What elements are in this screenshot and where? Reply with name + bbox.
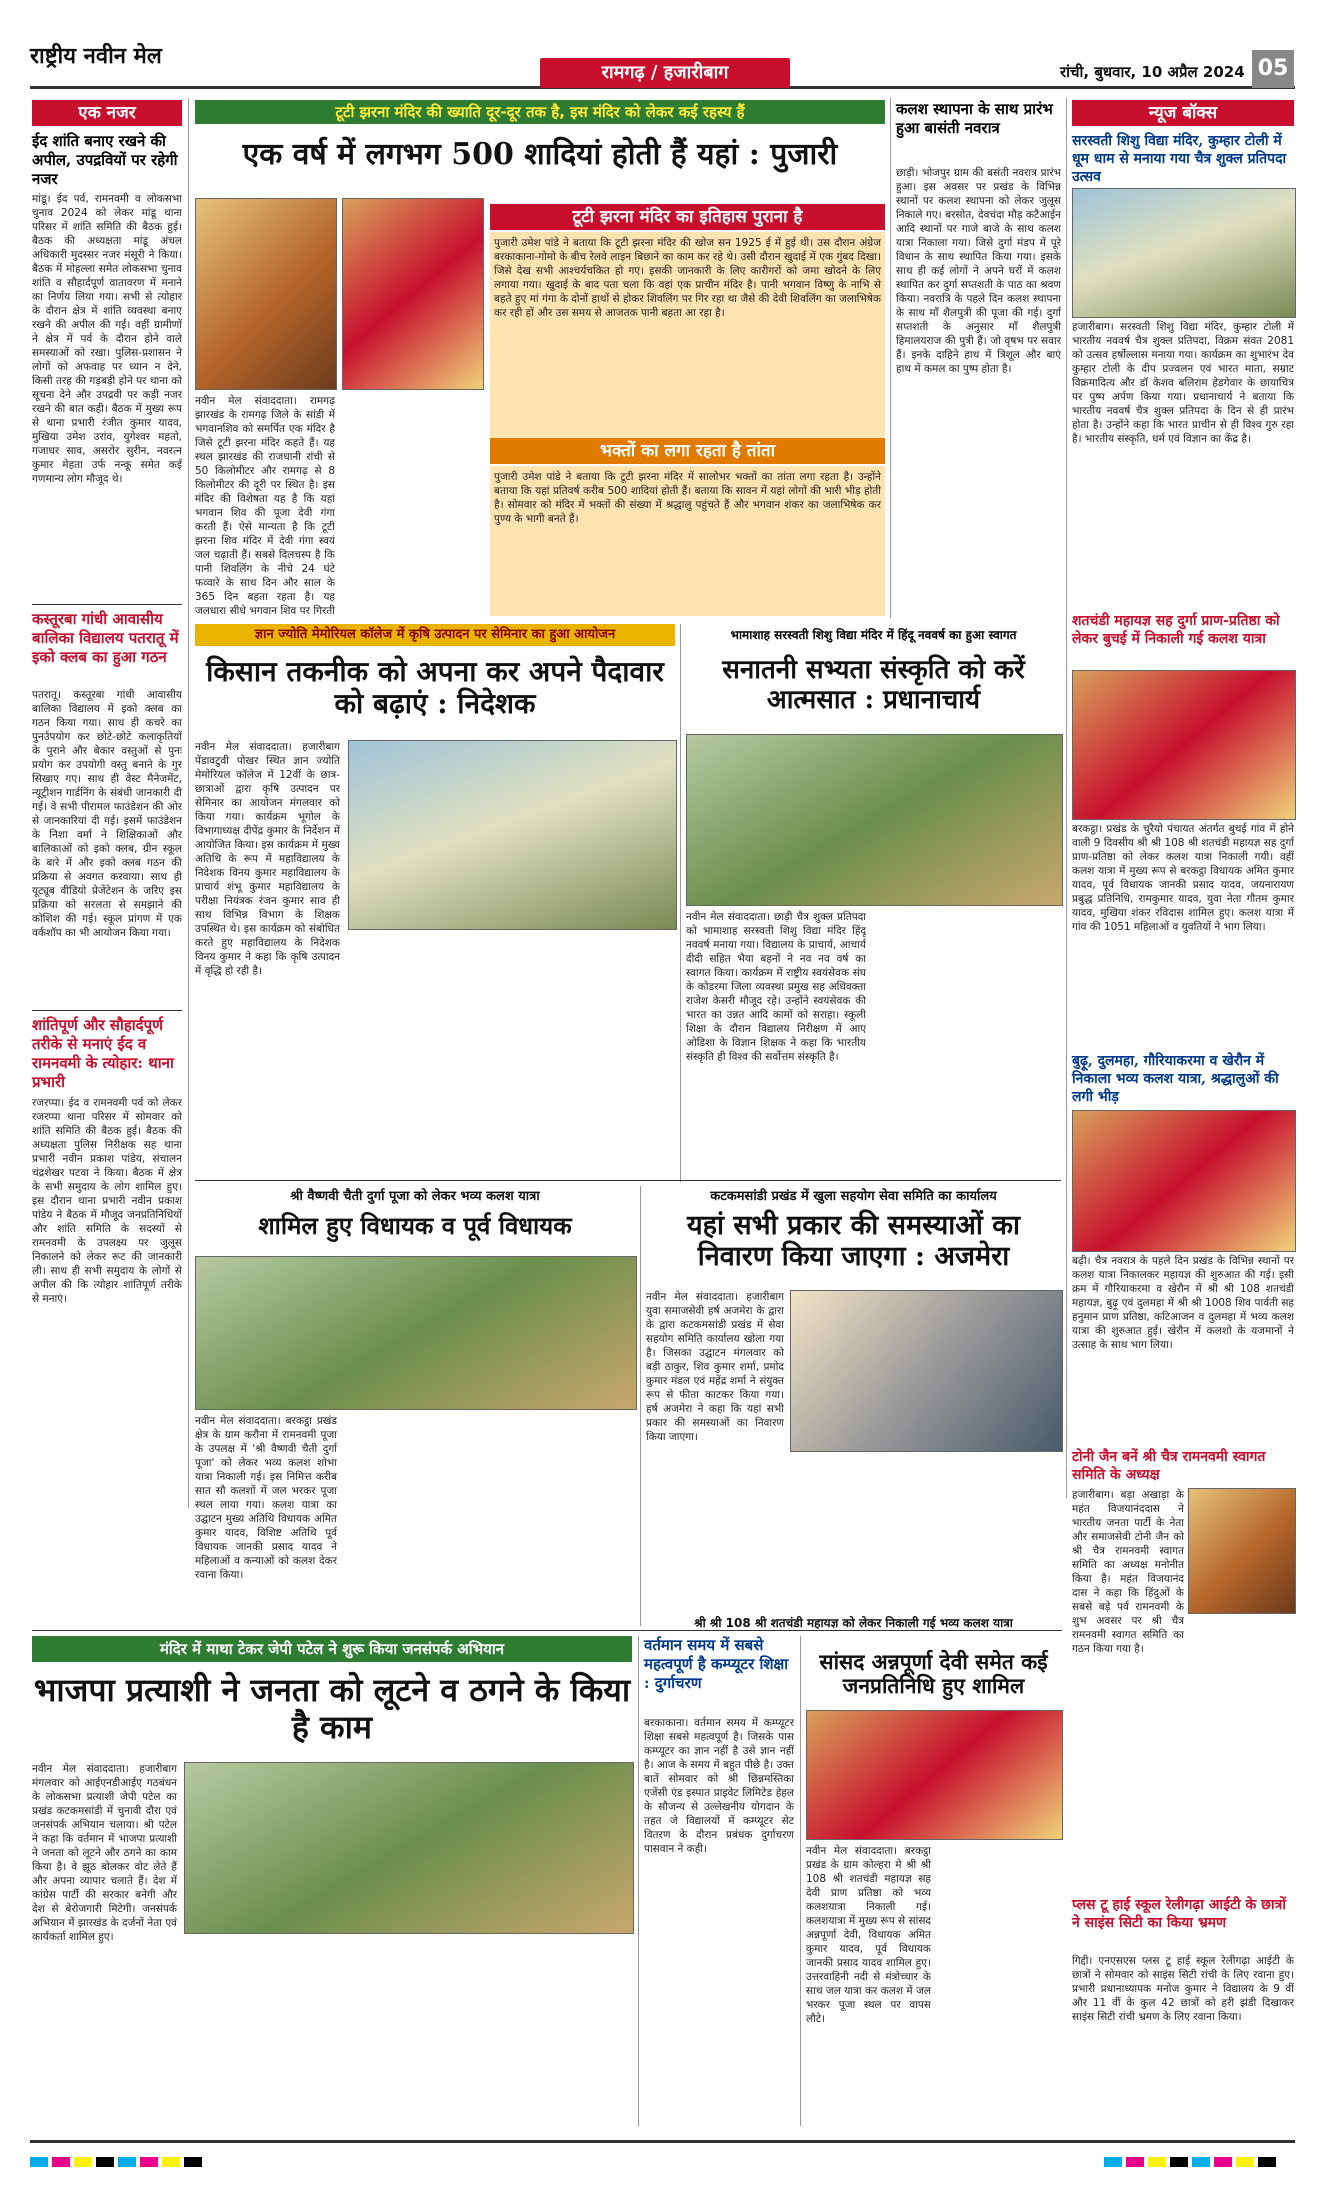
news-box-story4-text: हजारीबाग। बड़ा अखाड़ा के महंत विजयानंददास ने भारतीय जनता पार्टी के नेता और समाजसेवी टोनी जैन को श्री चैत्र रामनवमी स्वागत समिति का अध्यक्ष मनोनीत किया है। महंत विजयानंद दास ने कहा कि हिंदुओं के सबसे बड़े पर्व रामनवमी के शुभ अवसर पर श्री चैत्र रामनवमी स्वागत समिति का गठन किया गया है। <box>1072 1489 1184 1655</box>
bjp-text-cont3 <box>488 1938 632 2126</box>
sanatan-headline: सनातनी सभ्यता संस्कृति को करें आत्मसात : प्रधानाचार्य <box>722 655 1025 715</box>
left-story1-title: ईद शांति बनाए रखने की अपील, उपद्रवियों पर रहेगी नजर <box>32 132 178 188</box>
footer-rule <box>30 2140 1295 2143</box>
left-story3-text: रजरप्पा। ईद व रामनवमी पर्व को लेकर रजरप्पा थाना परिसर में सोमवार को शांति समिति की बैठक हुई। बैठक की अध्यक्षता पुलिस निरीक्षक सह थाना प्रभारी नवीन प्रकाश पांडेय, संचालन चंद्रशेखर पटवा ने किया। बैठक में क्षेत्र के सभी समुदाय के लोग शामिल हुए। इस दौरान थाना प्रभारी नवीन प्रकाश पांडेय ने बैठक में मौजूद जनप्रतिनिधियों और शांति समिति के सदस्यों से रामनवमी के उपलक्ष्य पर जुलूस निकालने को लेकर रूट की जानकारी ली। साथ ही सभी समुदाय के लोगों से अपील की कि त्योहार शांतिपूर्ण तरीके से मनाएं। <box>32 1097 182 1305</box>
color-registration-bar-right <box>880 2152 1280 2164</box>
school-event-photo <box>1072 188 1296 318</box>
news-box-story3-title: बुढ़ू, दुलमहा, गौरियाकरमा व खेरौन में निकाला भव्य कलश यात्रा, श्रद्धालुओं की लगी भीड़ <box>1072 1053 1279 1105</box>
left-story2-text: पतरातू। कस्तूरबा गांधी आवासीय बालिका विद्यालय में इको क्लब का गठन किया गया। साथ ही कचरे का पुनर्उपयोग कर छोटे-छोटे कलाकृतियों के पुराने और बेकार वस्तुओं से पुनः प्रयोग कर उपयोगी वस्तु बनाने के गुर सिखाए गए। साथ ही वेस्ट मैनेजमेंट, न्यूट्रीशन गार्डनिंग के संबंधी जानकारी दी गई। वे सभी पीरामल फाउंडेशन की ओर से जानकारियां दी गई। इसमें फाउंडेशन के निशा वर्मा ने शिक्षिकाओं और बालिकाओं को इको क्लब, ग्रीन स्कूल के बारे में और इको क्लब गठन की प्रक्रिया से अवगत करवाया। साथ ही यूट्यूब वीडियो प्रेजेंटेशन के जरिए इस प्रक्रिया को सरलता से समझाने की कोशिश की गई। स्कूल प्रांगण में एक वर्कशॉप का भी आयोजन किया गया। <box>32 689 182 939</box>
registration-swatch <box>1126 2157 1144 2167</box>
registration-swatch <box>1148 2157 1166 2167</box>
history-box-text: पुजारी उमेश पांडे ने बताया कि टूटी झरना मंदिर की खोज सन 1925 ई में हुई थी। उस दौरान अंग्रेज बरकाकाना-गोमो के बीच रेलवे लाइन बिछाने का काम कर रहे थे। उसी दौरान खुदाई में एक गुंबद दिखा। जिसे देख सभी आश्चर्यचकित हो गए। इसकी जानकारी के लिए कारीगरों को जमा खोदने के लिए लगाया गया। खुदाई के बाद पता चला कि वहां एक प्राचीन मंदिर है। पानी भगवान विष्णु के नाभि से बहते हुए मां गंगा के दोनों हाथों से होकर शिवलिंग पर गिर रहा था जैसे की देवी शिवलिंग का जलाभिषेक कर रही हों और उस समय से आजतक पानी बहता आ रहा है। <box>490 232 885 438</box>
sanatan-text-cont <box>874 910 1061 1176</box>
column-rule <box>1066 98 1067 1498</box>
registration-swatch <box>1258 2157 1276 2167</box>
history-box-title: टूटी झरना मंदिर का इतिहास पुराना है <box>490 204 885 230</box>
column-rule <box>890 98 891 618</box>
krishi-headline: किसान तकनीक को अपना कर अपने पैदावार को बढ़ाएं : निदेशक <box>206 655 664 721</box>
school-students-photo <box>686 734 1063 906</box>
bjp-strip: मंदिर में माथा टेकर जेपी पटेल ने शुरू किया जनसंपर्क अभियान <box>32 1636 632 1662</box>
column-rule <box>800 1636 801 2126</box>
vidhayak-caption: श्री वैष्णवी चैती दुर्गा पूजा को लेकर भव्य कलश यात्रा <box>290 1189 540 1204</box>
column-rule <box>680 624 681 1182</box>
news-box-story5-text: गिद्दी। एनएसएस प्लस टू हाई स्कूल रेलीगढ़ा आईटी के छात्रों ने सोमवार को साइंस सिटी रांची के लिए रवाना हुए। प्रभारी प्रधानाध्यापक मनोज कुमार ने विद्यालय के 9 वीं और 11 वीं के कुल 42 छात्रों को हरी झंडी दिखाकर साइंस सिटी रांची भ्रमण के लिए रवाना किया। <box>1072 1955 1294 2023</box>
left-story3-title: शांतिपूर्ण और सौहार्दपूर्ण तरीके से मनाएं ईद व रामनवमी के त्योहार: थाना प्रभारी <box>32 1016 174 1091</box>
ek-nazar-label: एक नजर <box>32 100 182 126</box>
tony-jain-photo <box>1188 1488 1296 1614</box>
crowd-kalash-photo <box>1072 1110 1296 1252</box>
column-rule <box>188 98 189 1508</box>
section-label: रामगढ़ / हजारीबाग <box>540 58 790 88</box>
registration-swatch <box>118 2157 136 2167</box>
annapurna-text: नवीन मेल संवाददाता। बरकट्ठा प्रखंड के ग्राम कोल्हरा मे श्री श्री 108 श्री शतचंडी महायज्ञ सह देवी प्राण प्रतिष्ठा को भव्य कलशयात्रा निकाली गई। कलशयात्रा में मुख्य रूप से सांसद अन्नपूर्णा देवी, विधायक अमित कुमार यादव, पूर्व विधायक जानकी प्रसाद यादव शामिल हुए। उत्तरवाहिनी नदी से मंत्रोच्चार के साथ जल यात्रा कर कलश में जल भरकर पूजा स्थल पर वापस लौटे। <box>806 1845 931 2025</box>
krishi-text-cont <box>348 934 506 1176</box>
sanatan-strip: भामाशाह सरस्वती शिशु विद्या मंदिर में हिंदू नववर्ष का हुआ स्वागत <box>686 624 1061 646</box>
dateline: रांची, बुधवार, 10 अप्रैल 2024 <box>1060 63 1245 81</box>
bjp-text-cont2 <box>336 1938 481 2126</box>
krishi-strip: ज्ञान ज्योति मेमोरियल कॉलेज में कृषि उत्पादन पर सेमिनार का हुआ आयोजन <box>195 624 675 646</box>
kalash-title: कलश स्थापना के साथ प्रारंभ हुआ बासंती नवरात्र <box>896 100 1053 137</box>
annapurna-photo <box>806 1710 1063 1840</box>
bjp-text: नवीन मेल संवाददाता। हजारीबाग मंगलवार को आईएनडीआईए गठबंधन के लोकसभा प्रत्याशी जेपी पटेल का प्रखंड कटकमसांडी में चुनावी दौरा एवं जनसंपर्क अभियान चलाया। श्री पटेल ने कहा कि वर्तमान में भाजपा प्रत्याशी ने जनता को लूटने और ठगने का काम किया है। वे झूठ बोलकर वोट लेते हैं और अपना व्यापार चलाते हैं। देश में कांग्रेस पार्टी की सरकार बनेगी और देश से बेरोजगारी मिटेगी। जनसंपर्क अभियान में झारखंड के दर्जनों नेता एवं कार्यकर्ता शामिल हुए। <box>32 1763 177 1943</box>
vidhayak-text-cont2 <box>491 1414 635 1624</box>
vidhayak-text: नवीन मेल संवाददाता। बरकट्ठा प्रखंड क्षेत्र के ग्राम करौना में रामनवमी पूजा के उपलक्ष में 'श्री वैष्णवी चैती दुर्गा पूजा' को लेकर भव्य कलश शोभा यात्रा निकाली गई। इस निमित्त करीब सात सौ कलशों में जल भरकर पूजा स्थल लाया गया। कलश यात्रा का उद्घाटन मुख्य अतिथि विधायक अमित कुमार यादव, विशिष्ट अतिथि पूर्व विधायक जानकी प्रसाद यादव ने महिलाओं व कन्याओं को कलश देकर रवाना किया। <box>195 1415 337 1581</box>
devotees-box-text: पुजारी उमेश पांडे ने बताया कि टूटी झरना मंदिर में सालोभर भक्तों का तांता लगा रहता है। उन्होंने बताया कि यहां प्रतिवर्ष करीब 500 शादियां होती हैं। बताया कि सावन में यहां लोगों की भारी भीड़ होती है। सोमवार को मंदिर में भक्तों की संख्या में श्रद्धालु पहुंचते हैं और भगवान शंकर का जलाभिषेक कर पुण्य के भागी बनते हैं। <box>490 466 885 616</box>
ajmera-strip: कटकमसांडी प्रखंड में खुला सहयोग सेवा समिति का कार्यालय <box>710 1189 997 1204</box>
temple-photo <box>342 198 484 390</box>
color-registration-bar <box>30 2152 430 2164</box>
registration-swatch <box>96 2157 114 2167</box>
registration-swatch <box>1214 2157 1232 2167</box>
divider <box>32 1010 182 1011</box>
ajmera-text: नवीन मेल संवाददाता। हजारीबाग युवा समाजसेवी हर्ष अजमेरा के द्वारा के द्वारा कटकमसांडी प्रखंड में सेवा सहयोग समिति कार्यालय खोला गया है। जिसका उद्घाटन मंगलवार को बड़ी ठाकुर, शिव कुमार शर्मा, प्रमोद कुमार मंडल एवं महेंद्र शर्मा ने संयुक्त रूप से फीता काटकर किया गया। हर्ष अजमेरा ने कहा कि यहां सभी प्रकार की समस्याओं का निवारण किया जाएगा। <box>646 1291 784 1443</box>
registration-swatch <box>52 2157 70 2167</box>
registration-swatch <box>74 2157 92 2167</box>
sanatan-text: नवीन मेल संवाददाता। छाड़ी चैत्र शुक्ल प्रतिपदा को भामाशाह सरस्वती शिशु विद्या मंदिर हिंदू नववर्ष मनाया गया। विद्यालय के प्राचार्य, आचार्य दीदी सहित भैया बहनों ने नव नव वर्ष का स्वागत किया। कार्यक्रम में राष्ट्रीय स्वयंसेवक संघ के कोडरमा जिला व्यवस्था प्रमुख सह अधिवक्ता राजेश केसरी मौजूद रहे। उन्होंने स्वयंसेवक की भारत का उन्नत आदि कामों को सराहा। स्कूली शिक्षा के दौरान विद्यालय निरीक्षण में आए ओडिशा के विज्ञान शिक्षक ने कहा कि भारतीय संस्कृति ही विश्व की सर्वोत्तम संस्कृति है। <box>686 911 866 1063</box>
ajmera-text-cont <box>790 1456 921 1608</box>
top-story-body: नवीन मेल संवाददाता। रामगढ़ झारखंड के रामगढ़ जिले के सांडी में भगवानशिव को समर्पित एक मंदिर है जिसे टूटी झरना मंदिर कहते हैं। यह स्थल झारखंड की राजधानी रांची से 50 किलोमीटर और रामगढ़ से 8 किलोमीटर की दूरी पर स्थित है। इस मंदिर की विशेषता यह है कि यहां भगवान शिव की पूजा देवी गंगा करती हैं। ऐसे मान्यता है कि टूटी झरना शिव मंदिर में देवी गंगा स्वयं जल चढ़ाती हैं। सबसे दिलचस्प है कि पानी शिवलिंग के नीचे 24 घंटे फव्वारे के साथ दिन और साल के 365 दिन बहता रहता है। यह जलधारा सीधे भगवान शिव पर गिरती <box>195 395 335 616</box>
column-rule <box>640 1186 641 1626</box>
seminar-photo <box>348 740 677 930</box>
bjp-text-cont <box>184 1938 329 2126</box>
shatchandi-caption: श्री श्री 108 श्री शतचंडी महायज्ञ को लेकर निकाली गई भव्य कलश यात्रा <box>694 1616 1013 1630</box>
news-box-story2-text: बरकट्ठा। प्रखंड के चुरैयो पंचायत अंतर्गत बुचई गांव में होने वाली 9 दिवसीय श्री श्री 108 श्री शतचंडी महायज्ञ सह दुर्गा प्राण-प्रतिष्ठा को लेकर कलश यात्रा निकाली गयी। वहीं कलश यात्रा में मुख्य रूप से बरकट्ठा विधायक अमित कुमार यादव, पूर्व विधायक जानकी प्रसाद यादव, जयनारायण प्रबुद्ध प्रतिनिधि, रामकुमार यादव, युवा नेता गौतम कुमार यादव, मुखिया शंकर रविदास शामिल हुए। कलश यात्रा में गांव की 1051 महिलाओं व युवतियों ने भाग लिया। <box>1072 823 1294 933</box>
news-box-story5-title: प्लस टू हाई स्कूल रेलीगढ़ा आईटी के छात्रों ने साइंस सिटी का किया भ्रमण <box>1072 1897 1286 1931</box>
priest-photo <box>195 198 337 390</box>
office-inauguration-photo <box>790 1290 1063 1452</box>
top-story-body-cont <box>342 394 482 616</box>
left-story2-title: कस्तूरबा गांधी आवासीय बालिका विद्यालय पतरातू में इको क्लब का हुआ गठन <box>32 610 179 666</box>
masthead: राष्ट्रीय नवीन मेल <box>30 43 162 69</box>
vidhayak-text-cont <box>343 1414 485 1624</box>
news-box-story1-title: सरस्वती शिशु विद्या मंदिर, कुम्हार टोली में धूम धाम से मनाया गया चैत्र शुक्ल प्रतिपदा उत्सव <box>1072 133 1287 185</box>
news-box-story3-text: बढ़ी। चैत्र नवरात्र के पहले दिन प्रखंड के विभिन्न स्थानों पर कलश यात्रा निकालकर महायज्ञ की शुरुआत की गई। इसी क्रम में गौरियाकरमा व खेरौन में श्री श्री 108 शतचंडी महायज्ञ, बुढ़ू एवं दुलमहा में श्री श्री 1008 शिव पार्वती सह हनुमान प्राण प्रतिष्ठा, कटिआजन व दुलमहा में भव्य कलश यात्रा की शुरुआत हुई। खेरौन में कलशो के यजमानों ने उत्साह के साथ भाग लिया। <box>1072 1255 1294 1351</box>
news-box-story1-text: हजारीबाग। सरस्वती शिशु विद्या मंदिर, कुम्हार टोली में भारतीय नववर्ष चैत्र शुक्ल प्रतिपदा, विक्रम संवत 2081 को उत्सव हर्षोल्लास मनाया गया। कार्यक्रम का शुभारंभ देव कुम्हार टोली के दीप प्रज्वलन एवं भारत माता, सम्राट विक्रमादित्य और डॉ केशव बलिराम हेडगेवार के छायाचित्र पर पुष्प अर्पण किया गया। प्रधानाचार्य ने बताया कि भारतीय नववर्ष चैत्र शुक्ल प्रतिपदा के दिन से ही प्रारंभ होता है। उन्होंने कहा कि भारत प्राचीन से ही विश्व गुरु रहा है। भारतीय संस्कृति, धर्म एवं विज्ञान का केंद्र है। <box>1072 321 1294 445</box>
registration-swatch <box>140 2157 158 2167</box>
registration-swatch <box>184 2157 202 2167</box>
annapurna-text-cont <box>936 1844 1061 2126</box>
ajmera-headline: यहां सभी प्रकार की समस्याओं का निवारण किया जाएगा : अजमेरा <box>687 1210 1020 1273</box>
computer-text: बरकाकाना। वर्तमान समय में कम्प्यूटर शिक्षा सबसे महत्वपूर्ण है। जिसके पास कम्प्यूटर का ज्ञान नहीं है उसे ज्ञान नहीं है। आज के समय में बहुत पीछे है। उक्त बातें सोमवार को श्री छिन्नमस्तिका एजेंसी एंड इस्पात प्राइवेट लिमिटेड हेहल के सौजन्य से उल्लेखनीय योगदान के तहत जे विद्यालयों में कम्प्यूटर सेट वितरण के दौरान प्रबंधक दुर्गाचरण पासवान ने कही। <box>644 1717 794 1855</box>
computer-title: वर्तमान समय में सबसे महत्वपूर्ण है कम्प्यूटर शिक्षा : दुर्गाचरण <box>644 1636 789 1692</box>
news-box-label: न्यूज बॉक्स <box>1072 100 1294 126</box>
top-story-headline: एक वर्ष में लगभग 500 शादियां होती हैं यहां : पुजारी <box>242 137 838 172</box>
kalash-yatra-photo <box>1072 670 1296 820</box>
annapurna-headline: सांसद अन्नपूर्णा देवी समेत कई जनप्रतिनिधि हुए शामिल <box>819 1649 1048 1699</box>
ajmera-text-cont2 <box>928 1456 1061 1608</box>
vidhayak-photo <box>195 1256 637 1410</box>
krishi-text-cont2 <box>514 934 675 1176</box>
top-story-strip: टूटी झरना मंदिर की ख्याति दूर-दूर तक है, इस मंदिर को लेकर कई रहस्य हैं <box>195 100 885 124</box>
jp-patel-photo <box>184 1762 634 1934</box>
vidhayak-headline: शामिल हुए विधायक व पूर्व विधायक <box>258 1211 572 1240</box>
kalash-text: छाड़ी। भोजपुर ग्राम की बसंती नवरात्र प्रारंभ हुआ। इस अवसर पर प्रखंड के विभिन्न स्थानों पर कलश स्थापना को लेकर जुलूस निकाले गए। बरसोत, देवचंदा मौड़ कटैआईन आदि स्थानों पर गाजे बाजे के साथ कलश यात्रा निकाला गया। जिसे दुर्गा मंडप में पूरे विधान के साथ स्थापित किया गया। इसके साथ ही कई लोगों ने अपने घरों में कलश स्थापित कर दुर्गा सप्तशती के पाठ का श्रवण किया। नवरात्रि के पहले दिन कलश स्थापना के साथ माँ शैलपुत्री की पूजा की गई। दुर्गा सप्तशती के अनुसार माँ शैलपुत्री हिमालयराज की पुत्री हैं। जो वृषभ पर सवार हैं। इनके दाहिने हाथ में त्रिशूल और बाएं हाथ में कमल का पुष्प होता है। <box>896 167 1061 375</box>
registration-swatch <box>1236 2157 1254 2167</box>
divider <box>195 1180 1061 1181</box>
left-story1-text: मांडू। ईद पर्व, रामनवमी व लोकसभा चुनाव 2024 को लेकर मांडू थाना परिसर में शांति समिति की बैठक हुई। बैठक की अध्यक्षता मांडू अंचल अधिकारी मुदस्सर नजर मंसूरी ने किया। बैठक में मोहल्ला समेत लोकसभा चुनाव शांति व सौहार्दपूर्ण वातावरण में मनाने का निर्णय लिया गया। सभी से त्योहार के दौरान क्षेत्र में शांति व्यवस्था बनाए रखने की अपील की गई। वहीं ग्रामीणों ने क्षेत्र में पर्व के दौरान होने वाले समस्याओं को रखा। पुलिस-प्रशासन ने लोगों को अफवाह पर ध्यान न देने, किसी तरह की गड़बड़ी होने पर थाना को सूचना देने और उपद्रवी पर कड़ी नजर रखने की बात कही। बैठक में मुख्य रूप से थाना प्रभारी रंजीत कुमार यादव, मुखिया उमेश उरांव, युगेश्वर महतो, गजाधर साव, असरोर सुरीन, नवरत्न कुमार मेहता उर्फ नन्कू समेत कई गणमान्य लोग मौजूद थे। <box>32 193 182 485</box>
krishi-text: नवीन मेल संवाददाता। हजारीबाग पेंडावटुवी पोखर स्थित ज्ञान ज्योति मेमोरियल कॉलेज में 12वीं के छात्र-छात्राओं द्वारा कृषि उत्पादन पर सेमिनार का आयोजन मंगलवार को किया गया। कार्यक्रम भूगोल के विभागाध्यक्ष दीपेंद्र कुमार के निर्देशन में आयोजित किया। इस कार्यक्रम में मुख्य अतिथि के रूप में महाविद्यालय के निदेशक विनय कुमार महाविद्यालय के प्राचार्य शंभू कुमार महाविद्यालय के परीक्षा नियंत्रक रंजन कुमार साव ही साथ विभिन्न विभाग के शिक्षक उपस्थित थे। इस कार्यक्रम को संबोधित करते हुए महाविद्यालय के निदेशक विनय कुमार ने कहा कि कृषि उत्पादन में वृद्धि हो रही है। <box>195 741 340 977</box>
news-box-story2-title: शतचंडी महायज्ञ सह दुर्गा प्राण-प्रतिष्ठा को लेकर बुचई में निकाली गई कलश यात्रा <box>1072 613 1280 647</box>
registration-swatch <box>1192 2157 1210 2167</box>
registration-swatch <box>1170 2157 1188 2167</box>
page-number: 05 <box>1252 50 1294 88</box>
devotees-box-title: भक्तों का लगा रहता है तांता <box>490 438 885 464</box>
column-rule <box>638 1636 639 2126</box>
registration-swatch <box>30 2157 48 2167</box>
divider <box>32 1630 1062 1631</box>
divider <box>32 604 182 605</box>
registration-swatch <box>162 2157 180 2167</box>
bjp-headline: भाजपा प्रत्याशी ने जनता को लूटने व ठगने के किया है काम <box>33 1671 631 1746</box>
registration-swatch <box>1104 2157 1122 2167</box>
news-box-story4-title: टोनी जैन बनें श्री चैत्र रामनवमी स्वागत समिति के अध्यक्ष <box>1072 1449 1266 1483</box>
